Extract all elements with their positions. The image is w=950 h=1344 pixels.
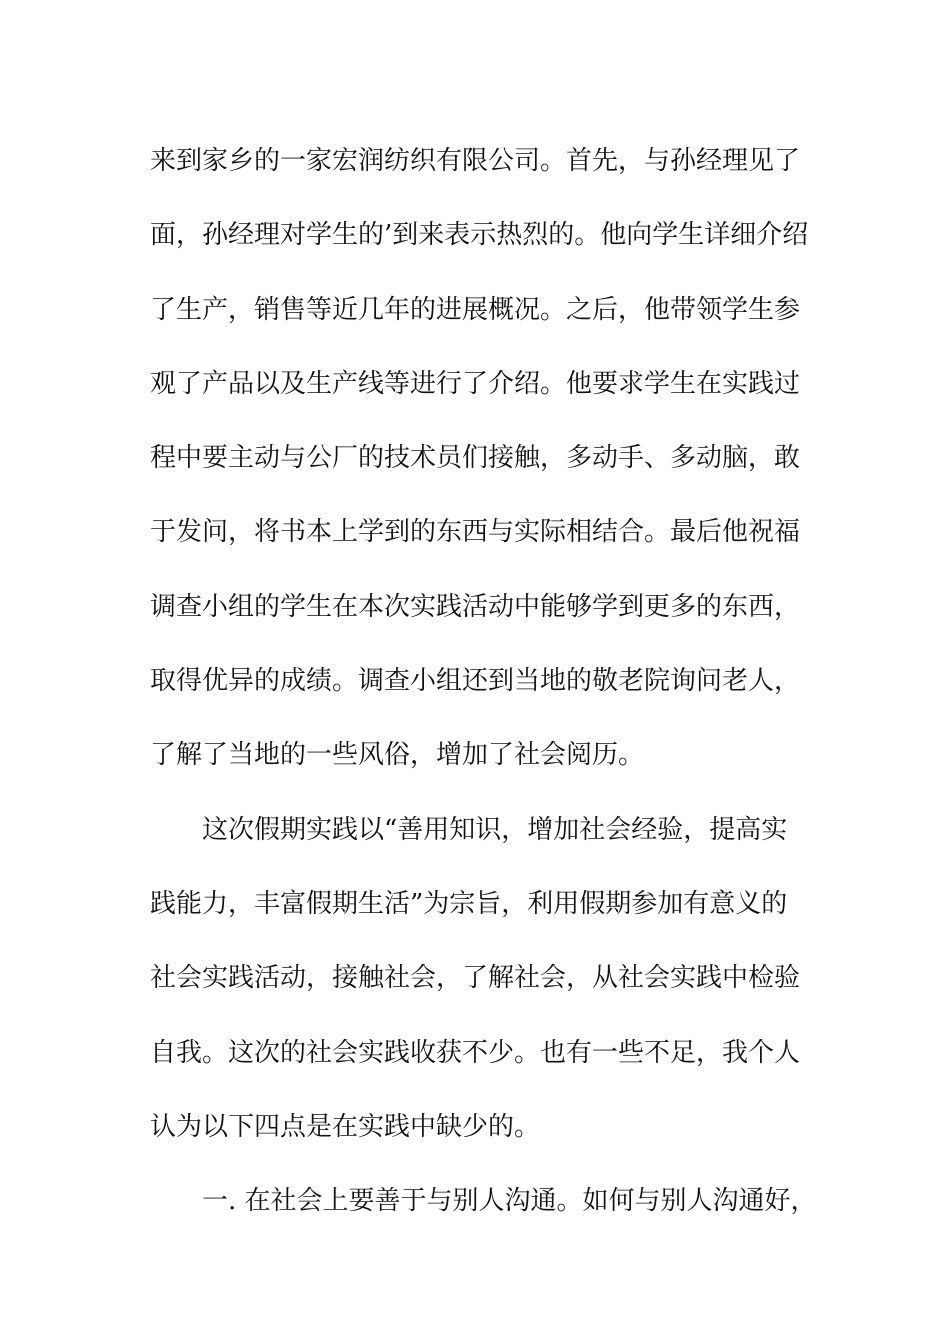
text-line: 自我。这次的社会实践收获不少。也有一些不足，我个人 (150, 1037, 801, 1068)
text-line: 程中要主动与公厂的技术员们接触，多动手、多动脑，敢 (150, 443, 801, 474)
text-line: 这次假期实践以“善用知识，增加社会经验，提高实 (150, 814, 788, 845)
text-line: 践能力，丰富假期生活”为宗旨，利用假期参加有意义的 (150, 888, 788, 919)
text-line: 观了产品以及生产线等进行了介绍。他要求学生在实践过 (150, 368, 801, 399)
text-line: 调查小组的学生在本次实践活动中能够学到更多的东西， (150, 591, 801, 622)
text-line: 了生产，销售等近几年的进展概况。之后，他带领学生参 (150, 294, 801, 325)
text-line: 一. 在社会上要善于与别人沟通。如何与别人沟通好， (150, 1186, 817, 1217)
text-line: 来到家乡的一家宏润纺织有限公司。首先，与孙经理见了 (150, 146, 801, 176)
text-line: 于发问，将书本上学到的东西与实际相结合。最后他祝福 (150, 517, 801, 548)
text-line: 取得优异的成绩。调查小组还到当地的敬老院询问老人， (150, 666, 801, 697)
text-line: 了解了当地的一些风俗，增加了社会阅历。 (150, 740, 645, 771)
text-line: 社会实践活动，接触社会，了解社会，从社会实践中检验 (150, 963, 801, 994)
text-line: 认为以下四点是在实践中缺少的。 (150, 1111, 541, 1142)
body-text (150, 124, 817, 1238)
text-line: 面，孙经理对学生的’到来表示热烈的。他向学生详细介绍 (150, 220, 809, 251)
